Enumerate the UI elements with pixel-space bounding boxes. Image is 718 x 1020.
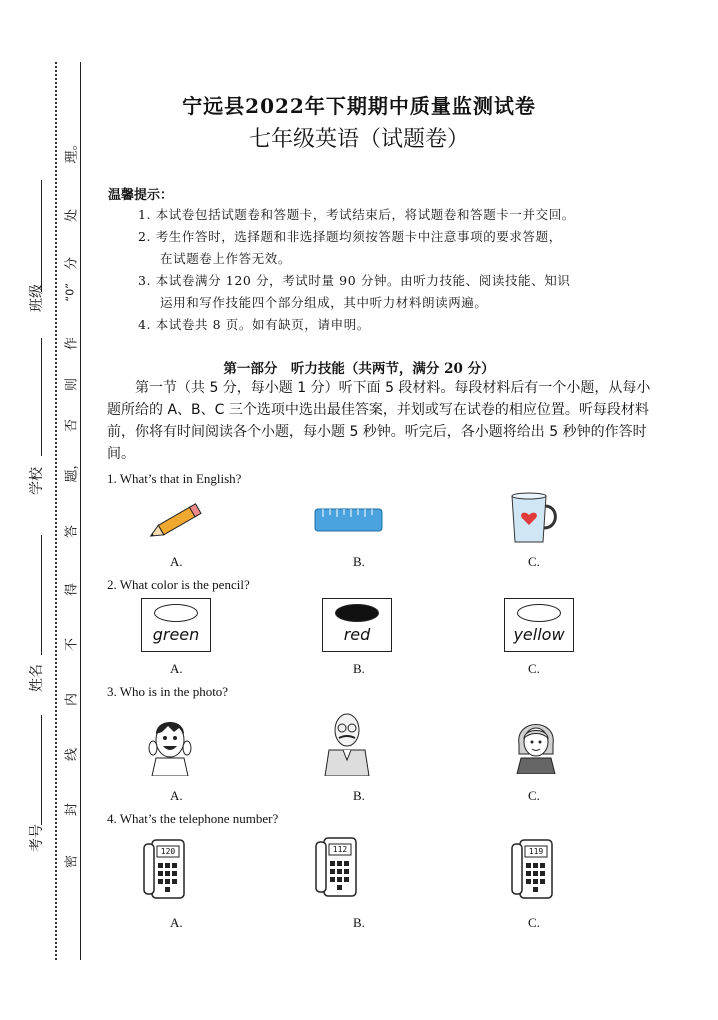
q2-option-b: B. xyxy=(353,661,365,676)
q3-option-c: C. xyxy=(528,788,540,803)
color-card-green xyxy=(141,598,211,652)
tip-item: 在试题卷上作答无效。 xyxy=(160,251,292,266)
warning-char: 否 xyxy=(64,419,80,433)
warning-char: 不 xyxy=(64,638,80,652)
warning-char: 答 xyxy=(64,525,80,539)
q3-option-b: B. xyxy=(353,788,365,803)
exam-subtitle: 七年级英语（试题卷） xyxy=(248,127,469,152)
tip-item: 运用和写作技能四个部分组成，其中听力材料朗读两遍。 xyxy=(160,295,488,310)
q4-option-c: C. xyxy=(528,915,540,930)
grandpa-image xyxy=(321,710,373,776)
warning-char: 线 xyxy=(64,748,80,762)
paint-blob-icon xyxy=(517,604,561,622)
warning-char: 封 xyxy=(64,803,80,817)
warning-char: 则 xyxy=(64,378,80,392)
pencil-image xyxy=(145,500,207,544)
school-blank-line xyxy=(41,338,42,456)
boy-image xyxy=(146,714,194,776)
binding-solid-line xyxy=(80,62,81,960)
telephone-icon xyxy=(314,836,360,900)
exam-number-blank-line xyxy=(41,715,42,825)
section-instructions: 第一节（共 5 分，每小题 1 分）听下面 5 段材料。每段材料后有一个小题，从每小题所给的 A、B、C 三个选项中选出最佳答案，并划或写在试卷的相应位置。听每段材料前，你将有时间阅读各个小题，每小题 5 秒钟。听完后，各小题将给出 5 秒钟的作答时间。 xyxy=(107,380,651,462)
class-label: 班级 xyxy=(29,284,45,312)
paint-blob-icon xyxy=(154,604,198,622)
warning-char: 内 xyxy=(64,693,80,707)
girl-image xyxy=(513,714,559,774)
phone-screen-number: 119 xyxy=(528,847,544,856)
exam-number-label: 考号 xyxy=(29,824,45,852)
warning-char: “0” xyxy=(63,283,77,302)
card-word: green xyxy=(152,625,200,644)
color-card-red xyxy=(322,598,392,652)
tip-item: 2. 考生作答时，选择题和非选择题均须按答题卡中注意事项的要求答题， xyxy=(138,229,562,244)
warning-char: 分 xyxy=(64,257,80,271)
warning-char: 理。 xyxy=(64,137,80,164)
school-label: 学校 xyxy=(29,467,45,495)
warning-char: 密 xyxy=(64,855,80,869)
phone-screen-number: 120 xyxy=(160,847,176,856)
paint-blob-icon xyxy=(335,604,379,622)
tips-heading: 温馨提示： xyxy=(108,188,174,203)
warning-char: 得 xyxy=(64,583,80,597)
q4-option-b: B. xyxy=(353,915,365,930)
color-card-yellow xyxy=(504,598,574,652)
question-4: 4. What’s the telephone number? xyxy=(107,811,279,826)
q3-option-a: A. xyxy=(170,788,183,803)
tip-item: 4. 本试卷共 8 页。如有缺页，请申明。 xyxy=(138,317,370,332)
phone-screen-number: 112 xyxy=(332,845,348,854)
binding-dotted-line xyxy=(55,62,57,960)
warning-char: 题， xyxy=(64,456,80,483)
question-3: 3. Who is in the photo? xyxy=(107,684,229,699)
part-title: 第一部分 听力技能（共两节，满分 20 分） xyxy=(223,361,495,377)
q2-option-a: A. xyxy=(170,661,183,676)
class-blank-line xyxy=(41,180,42,292)
card-word: yellow xyxy=(513,625,565,644)
q1-option-b: B. xyxy=(353,554,365,569)
question-1: 1. What’s that in English? xyxy=(107,471,242,486)
question-2: 2. What color is the pencil? xyxy=(107,577,250,592)
name-blank-line xyxy=(41,535,42,655)
ruler-image xyxy=(314,505,384,535)
exam-title: 宁远县2022年下期期中质量监测试卷 xyxy=(182,94,536,118)
q1-option-c: C. xyxy=(528,554,540,569)
q2-option-c: C. xyxy=(528,661,540,676)
q4-option-a: A. xyxy=(170,915,183,930)
warning-char: 处 xyxy=(64,209,80,223)
tip-item: 1. 本试卷包括试题卷和答题卡，考试结束后，将试题卷和答题卡一并交回。 xyxy=(138,207,575,222)
name-label: 姓名 xyxy=(29,664,45,692)
cup-image xyxy=(506,490,562,546)
warning-char: 作 xyxy=(64,337,80,351)
tip-item: 3. 本试卷满分 120 分，考试时量 90 分钟。由听力技能、阅读技能、知识 xyxy=(138,273,571,288)
telephone-icon xyxy=(510,838,556,902)
q1-option-a: A. xyxy=(170,554,183,569)
card-word: red xyxy=(343,625,371,644)
telephone-icon xyxy=(142,838,188,902)
